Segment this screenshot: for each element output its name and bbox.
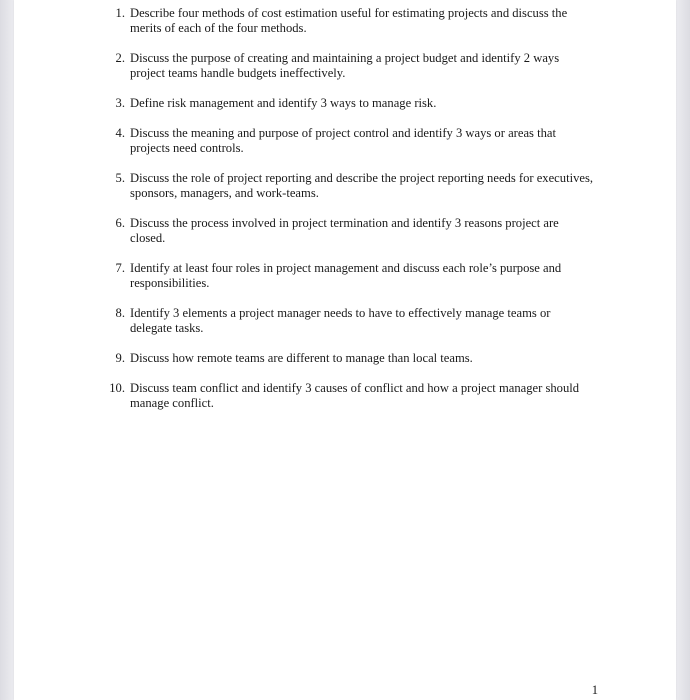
question-text: Identify 3 elements a project manager needs to have to effectively manage teams or delegate tasks. <box>130 306 551 335</box>
question-number: 6. <box>115 216 125 230</box>
viewer-left-margin <box>0 0 14 700</box>
question-number: 2. <box>115 51 125 65</box>
question-text: Discuss the purpose of creating and maintaining a project budget and identify 2 ways project teams handle budgets ineffectively. <box>130 51 560 80</box>
question-item <box>14 216 676 246</box>
question-number: 5. <box>115 171 125 185</box>
question-text: Discuss the process involved in project termination and identify 3 reasons project are closed. <box>130 216 559 245</box>
question-item <box>14 261 676 291</box>
question-item <box>14 6 676 36</box>
question-text: Discuss team conflict and identify 3 causes of conflict and how a project manager should manage conflict. <box>130 381 580 410</box>
question-text: Discuss how remote teams are different to manage than local teams. <box>130 351 473 365</box>
question-item <box>14 351 676 366</box>
question-item <box>14 126 676 156</box>
question-number: 3. <box>115 96 125 110</box>
question-number: 4. <box>115 126 125 140</box>
question-item <box>14 96 676 111</box>
question-number: 1. <box>115 6 125 20</box>
question-item <box>14 51 676 81</box>
question-text: Describe four methods of cost estimation useful for estimating projects and discuss the merits of each of the four methods. <box>130 6 568 35</box>
question-item <box>14 171 676 201</box>
question-text: Discuss the role of project reporting and describe the project reporting needs for executives, sponsors, managers, and work-teams. <box>130 171 594 200</box>
question-text: Identify at least four roles in project management and discuss each role’s purpose and responsibilities. <box>130 261 562 290</box>
question-item <box>14 306 676 336</box>
document-page <box>14 0 676 700</box>
question-number: 10. <box>109 381 125 395</box>
question-list <box>14 6 676 426</box>
viewer-right-margin <box>676 0 690 700</box>
page-number: 1 <box>591 683 598 697</box>
question-number: 7. <box>115 261 125 275</box>
question-text: Discuss the meaning and purpose of project control and identify 3 ways or areas that projects need controls. <box>130 126 556 155</box>
question-number: 9. <box>115 351 125 365</box>
question-text: Define risk management and identify 3 ways to manage risk. <box>130 96 437 110</box>
question-item <box>14 381 676 411</box>
question-number: 8. <box>115 306 125 320</box>
